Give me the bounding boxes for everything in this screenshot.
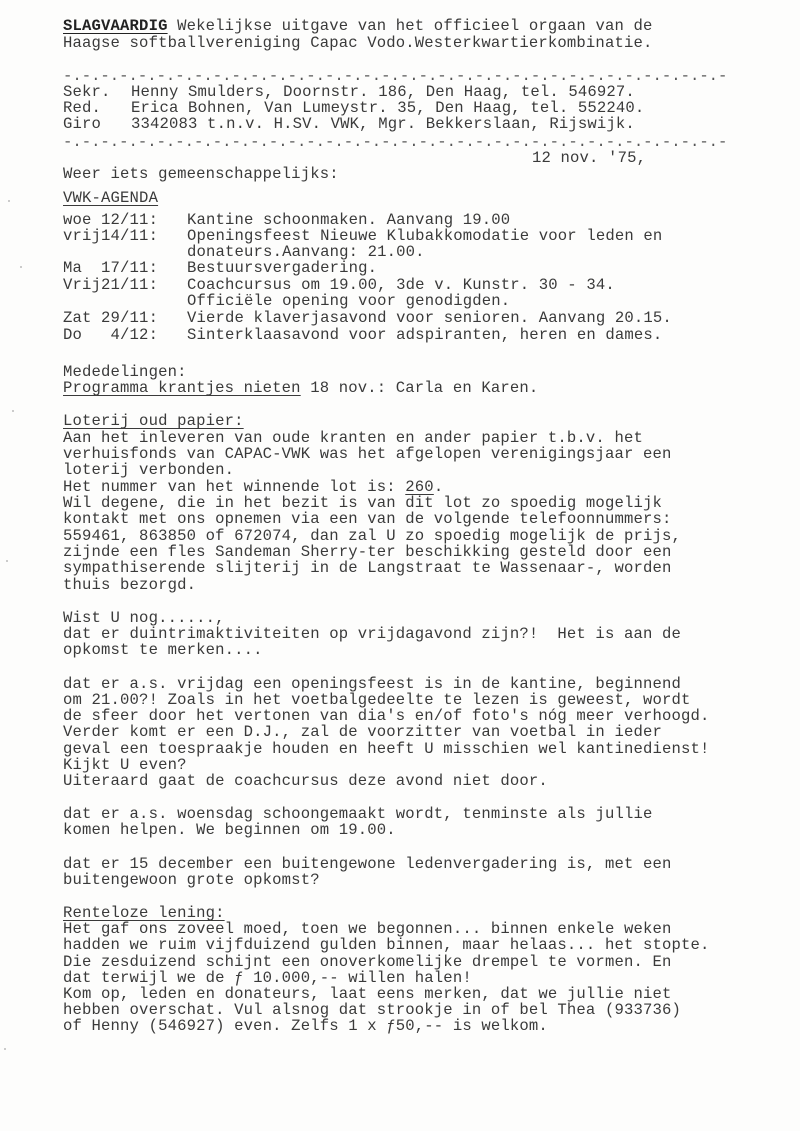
agenda-item: Ma 17/11: Bestuursvergadering. [63,259,378,277]
masthead-title: SLAGVAARDIG [63,17,168,35]
agenda-item: woe 12/11: Kantine schoonmaken. Aanvang 19.00 [63,211,511,229]
wist-u-line: buitengewoon grote opkomst? [63,871,320,889]
winning-number-line: Het nummer van het winnende lot is: 260. [63,478,444,496]
lening-line: Kom op, leden en donateurs, laat eens merken, dat we jullie niet [63,985,672,1003]
lening-title: Renteloze lening: [63,904,225,922]
intro-line: Weer iets gemeenschappelijks: [63,165,339,183]
agenda-item: Vrij21/11: Coachcursus om 19.00, 3de v. Kunstr. 30 - 34. [63,276,615,294]
agenda-item: Do 4/12: Sinterklaasavond voor adspiranten, heren en dames. [63,326,663,344]
wist-u-line: dat er a.s. vrijdag een openingsfeest is in de kantine, beginnend [63,675,682,693]
wist-u-line: dat er a.s. woensdag schoongemaakt wordt, tenminste als jullie [63,805,653,823]
loterij-title: Loterij oud papier: [63,412,244,430]
wist-u-line: Verder komt er een D.J., zal de voorzitter van voetbal in ieder [63,723,662,741]
contact-sekr: Sekr. Henny Smulders, Doornstr. 186, Den Haag, tel. 546927. [63,83,635,101]
agenda-item: vrij14/11: Openingsfeest Nieuwe Klubakkomodatie voor leden en [63,227,663,245]
contact-red: Red. Erica Bohnen, Van Lumeystr. 35, Den Haag, tel. 552240. [63,99,645,117]
agenda-item: Zat 29/11: Vierde klaverjasavond voor senioren. Aanvang 20.15. [63,309,672,327]
scan-speck [6,560,8,562]
wist-u-line: om 21.00?! Zoals in het voetbalgedeelte te lezen is geweest, wordt [63,691,691,709]
contact-giro: Giro 3342083 t.n.v. H.SV. VWK, Mgr. Bekkerslaan, Rijswijk. [63,115,635,133]
scan-speck [12,410,14,412]
scan-speck [8,200,10,202]
scan-speck [20,266,22,268]
lening-line: dat terwijl we de ƒ 10.000,-- willen halen! [63,969,472,987]
separator-top: -.-.-.-.-.-.-.-.-.-.-.-.-.-.-.-.-.-.-.-.-.-.-.-.-.-.-.-.-.-.-.-.-.-.-.- [63,67,728,85]
loterij-line: kontakt met ons opnemen via een van de volgende telefoonnummers: [63,510,672,528]
lening-line: of Henny (546927) even. Zelfs 1 x ƒ50,-- is welkom. [63,1017,548,1035]
loterij-line: sympathiserende slijterij in de Langstraat te Wassenaar-, worden [63,559,672,577]
masthead-line-1: SLAGVAARDIG Wekelijkse uitgave van het officieel orgaan van de [63,17,653,35]
wist-u-line: komen helpen. We beginnen om 19.00. [63,821,396,839]
mededelingen-title: Mededelingen: [63,363,187,381]
issue-date: 12 nov. '75, [532,149,647,167]
winning-number: 260 [405,478,434,496]
loterij-line: loterij verbonden. [63,461,235,479]
lening-line: hadden we ruim vijfduizend gulden binnen, maar helaas... het stopte. [63,936,710,954]
wist-u-line: opkomst te merken.... [63,641,263,659]
masthead-line-2: Haagse softballvereniging Capac Vodo.Westerkwartierkombinatie. [63,34,653,52]
loterij-line: thuis bezorgd. [63,576,197,594]
loterij-line: 559461, 863850 of 672074, dan zal U zo spoedig mogelijk de prijs, [63,527,682,545]
wist-u-line: de sfeer door het vertonen van dia's en/of foto's nóg meer verhoogd. [63,707,710,725]
loterij-line: verhuisfonds van CAPAC-VWK was het afgelopen verenigingsjaar een [63,445,672,463]
lening-line: Die zesduizend schijnt een onoverkomelijke drempel te vormen. En [63,953,672,971]
wist-u-line: Kijkt U even? [63,756,187,774]
scan-speck [4,1048,6,1050]
wist-u-line: dat er duintrimaktiviteiten op vrijdagavond zijn?! Het is aan de [63,625,682,643]
wist-u-line: Uiteraard gaat de coachcursus deze avond niet door. [63,772,548,790]
agenda-item-cont: donateurs.Aanvang: 21.00. [187,243,425,261]
lening-line: hebben overschat. Vul alsnog dat strookje in of bel Thea (933736) [63,1001,682,1019]
agenda-title: VWK-AGENDA [63,189,159,207]
loterij-line: zijnde een fles Sandeman Sherry-ter beschikking gesteld door een [63,543,672,561]
mededelingen-item: Programma krantjes nieten 18 nov.: Carla en Karen. [63,379,539,397]
loterij-line: Aan het inleveren van oude kranten en ander papier t.b.v. het [63,429,643,447]
wist-u-line: geval een toespraakje houden en heeft U misschien wel kantinedienst! [63,740,710,758]
wist-u-line: dat er 15 december een buitengewone ledenvergadering is, met een [63,855,672,873]
loterij-line: Wil degene, die in het bezit is van dit lot zo spoedig mogelijk [63,494,662,512]
wist-u-title: Wist U nog......, [63,609,225,627]
separator-bottom: -.-.-.-.-.-.-.-.-.-.-.-.-.-.-.-.-.-.-.-.-.-.-.-.-.-.-.-.-.-.-.-.-.-.-.- [63,133,728,151]
agenda-item-cont: Officiële opening voor genodigden. [187,292,511,310]
lening-line: Het gaf ons zoveel moed, toen we begonnen... binnen enkele weken [63,920,672,938]
